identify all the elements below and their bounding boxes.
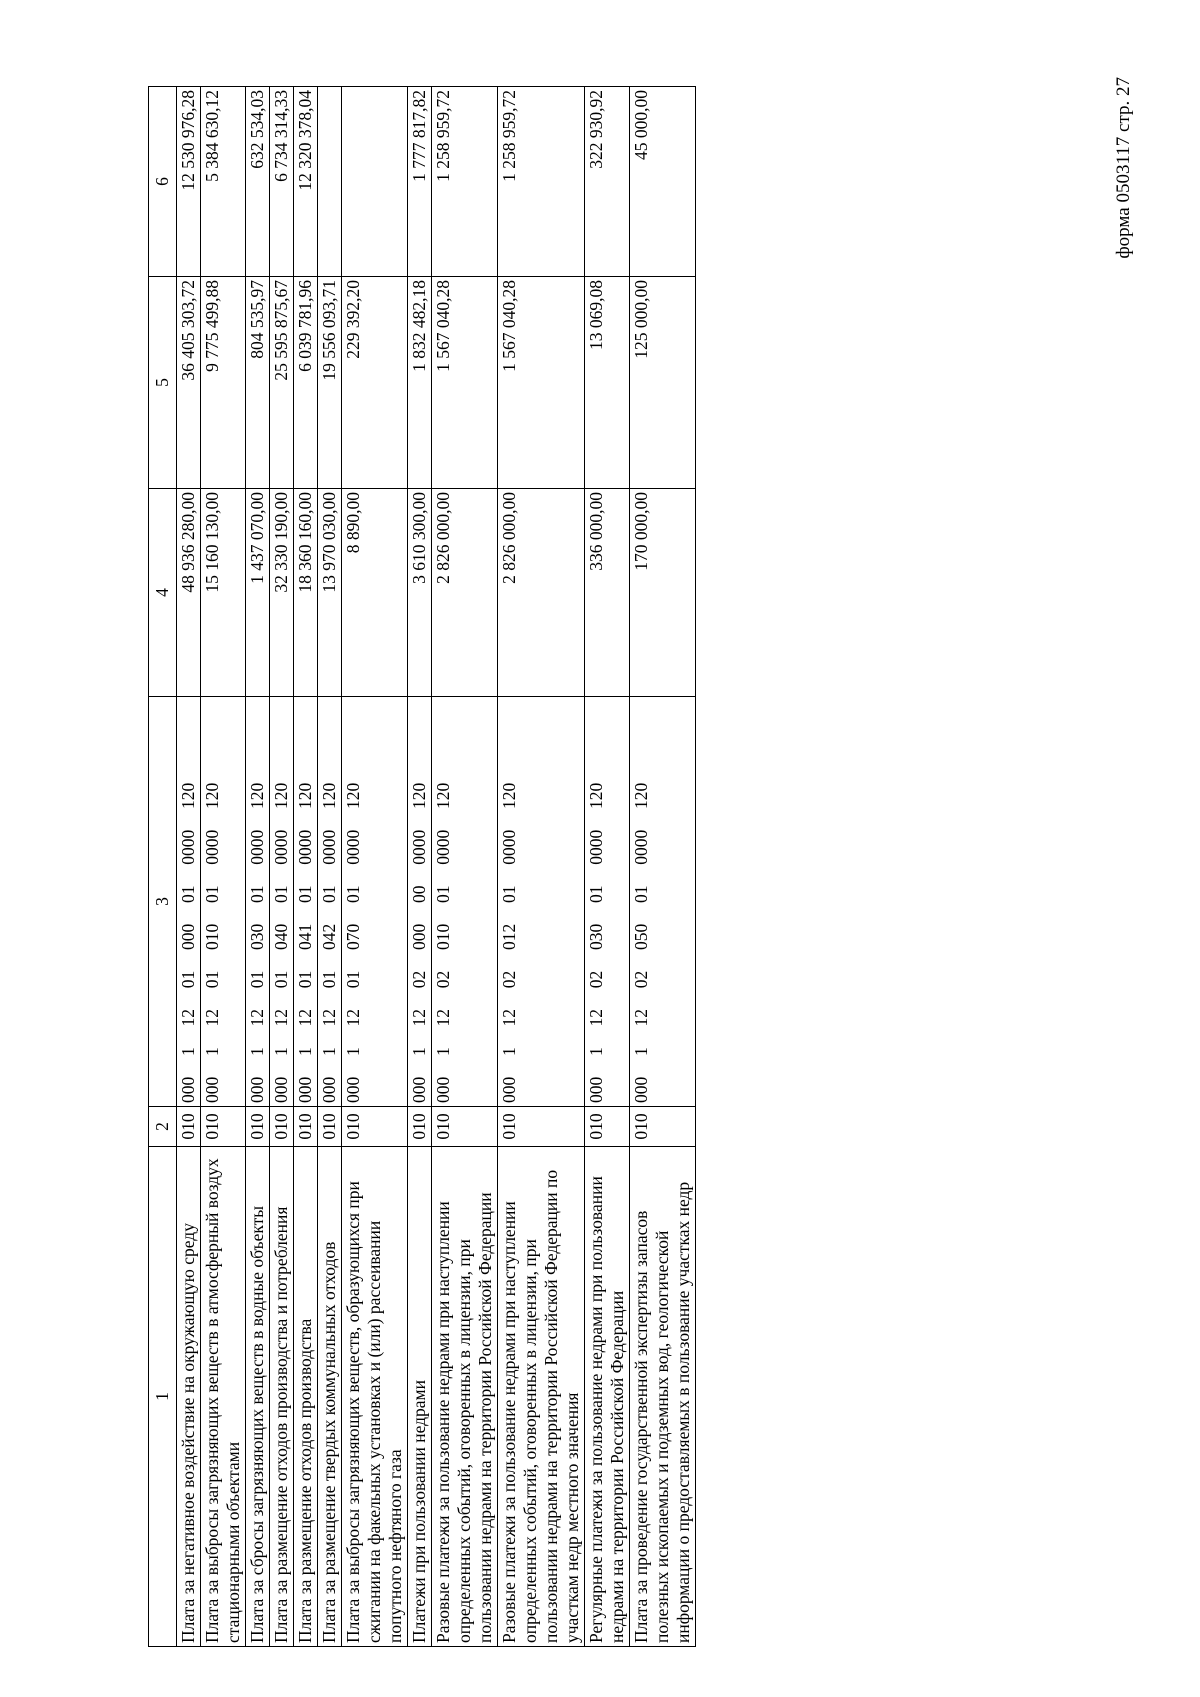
classification-code-cell: 000 1 12 01 042 01 0000 120 bbox=[318, 697, 342, 1107]
classification-code-cell: 000 1 12 01 000 01 0000 120 bbox=[177, 697, 201, 1107]
unexecuted-amount-cell bbox=[318, 87, 342, 277]
unexecuted-amount-cell: 12 320 378,04 bbox=[294, 87, 318, 277]
unexecuted-amount-cell: 1 258 959,72 bbox=[432, 87, 498, 277]
column-header: 2 bbox=[149, 1107, 177, 1147]
income-name-cell: Плата за негативное воздействие на окружающую среду bbox=[177, 1147, 201, 1647]
executed-amount-cell: 125 000,00 bbox=[630, 277, 696, 489]
approved-amount-cell: 8 890,00 bbox=[342, 489, 408, 697]
unexecuted-amount-cell: 45 000,00 bbox=[630, 87, 696, 277]
executed-amount-cell: 1 567 040,28 bbox=[498, 277, 585, 489]
executed-amount-cell: 13 069,08 bbox=[585, 277, 630, 489]
classification-code-cell: 000 1 12 01 030 01 0000 120 bbox=[246, 697, 270, 1107]
table-row bbox=[585, 87, 630, 1647]
classification-code-cell: 000 1 12 01 010 01 0000 120 bbox=[201, 697, 246, 1107]
unexecuted-amount-cell: 632 534,03 bbox=[246, 87, 270, 277]
table-row bbox=[408, 87, 432, 1647]
table-row bbox=[177, 87, 201, 1647]
classification-code-cell: 000 1 12 02 000 00 0000 120 bbox=[408, 697, 432, 1107]
income-name-cell: Плата за размещение отходов производства bbox=[294, 1147, 318, 1647]
approved-amount-cell: 170 000,00 bbox=[630, 489, 696, 697]
table-row bbox=[201, 87, 246, 1647]
unexecuted-amount-cell: 12 530 976,28 bbox=[177, 87, 201, 277]
revenue-table bbox=[148, 86, 696, 1647]
classification-code-cell: 000 1 12 02 012 01 0000 120 bbox=[498, 697, 585, 1107]
approved-amount-cell: 2 826 000,00 bbox=[498, 489, 585, 697]
approved-amount-cell: 3 610 300,00 bbox=[408, 489, 432, 697]
table-row bbox=[246, 87, 270, 1647]
income-name-cell: Платежи при пользовании недрами bbox=[408, 1147, 432, 1647]
approved-amount-cell: 48 936 280,00 bbox=[177, 489, 201, 697]
table-row bbox=[294, 87, 318, 1647]
line-code-cell: 010 bbox=[318, 1107, 342, 1147]
classification-code-cell: 000 1 12 01 040 01 0000 120 bbox=[270, 697, 294, 1107]
classification-code-cell: 000 1 12 01 041 01 0000 120 bbox=[294, 697, 318, 1107]
income-name-cell: Регулярные платежи за пользование недрами при пользовании недрами на территории Российской Федерации bbox=[585, 1147, 630, 1647]
approved-amount-cell: 1 437 070,00 bbox=[246, 489, 270, 697]
income-name-cell: Плата за размещение отходов производства и потребления bbox=[270, 1147, 294, 1647]
executed-amount-cell: 9 775 499,88 bbox=[201, 277, 246, 489]
income-name-cell: Плата за сбросы загрязняющих веществ в водные объекты bbox=[246, 1147, 270, 1647]
form-number-label: форма 0503117 стр. 27 bbox=[1113, 77, 1134, 259]
line-code-cell: 010 bbox=[270, 1107, 294, 1147]
table-row bbox=[630, 87, 696, 1647]
column-header: 5 bbox=[149, 277, 177, 489]
classification-code-cell: 000 1 12 01 070 01 0000 120 bbox=[342, 697, 408, 1107]
column-header: 1 bbox=[149, 1147, 177, 1647]
column-header: 3 bbox=[149, 697, 177, 1107]
income-name-cell: Разовые платежи за пользование недрами при наступлении определенных событий, оговоренных в лицензии, при пользовании недрами на территории Российской Федерации bbox=[432, 1147, 498, 1647]
classification-code-cell: 000 1 12 02 010 01 0000 120 bbox=[432, 697, 498, 1107]
approved-amount-cell: 336 000,00 bbox=[585, 489, 630, 697]
approved-amount-cell: 32 330 190,00 bbox=[270, 489, 294, 697]
line-code-cell: 010 bbox=[498, 1107, 585, 1147]
income-name-cell: Плата за выбросы загрязняющих веществ, образующихся при сжигании на факельных установках и (или) рассеивании попутного нефтяного газа bbox=[342, 1147, 408, 1647]
table-row bbox=[432, 87, 498, 1647]
income-name-cell: Плата за выбросы загрязняющих веществ в атмосферный воздух стационарными объектами bbox=[201, 1147, 246, 1647]
executed-amount-cell: 1 832 482,18 bbox=[408, 277, 432, 489]
table-row bbox=[318, 87, 342, 1647]
line-code-cell: 010 bbox=[432, 1107, 498, 1147]
line-code-cell: 010 bbox=[246, 1107, 270, 1147]
approved-amount-cell: 2 826 000,00 bbox=[432, 489, 498, 697]
line-code-cell: 010 bbox=[177, 1107, 201, 1147]
executed-amount-cell: 25 595 875,67 bbox=[270, 277, 294, 489]
line-code-cell: 010 bbox=[342, 1107, 408, 1147]
approved-amount-cell: 18 360 160,00 bbox=[294, 489, 318, 697]
income-name-cell: Плата за размещение твердых коммунальных отходов bbox=[318, 1147, 342, 1647]
income-name-cell: Плата за проведение государственной экспертизы запасов полезных ископаемых и подземных вод, геологической информации о предоставляемых в пользование участках недр bbox=[630, 1147, 696, 1647]
unexecuted-amount-cell: 1 258 959,72 bbox=[498, 87, 585, 277]
executed-amount-cell: 229 392,20 bbox=[342, 277, 408, 489]
table-row bbox=[498, 87, 585, 1647]
table-header-row bbox=[149, 87, 177, 1647]
income-name-cell: Разовые платежи за пользование недрами при наступлении определенных событий, оговоренных в лицензии, при пользовании недрами на территории Российской Федерации по участкам недр местного значения bbox=[498, 1147, 585, 1647]
approved-amount-cell: 15 160 130,00 bbox=[201, 489, 246, 697]
classification-code-cell: 000 1 12 02 030 01 0000 120 bbox=[585, 697, 630, 1107]
unexecuted-amount-cell: 6 734 314,33 bbox=[270, 87, 294, 277]
table-row bbox=[342, 87, 408, 1647]
unexecuted-amount-cell: 5 384 630,12 bbox=[201, 87, 246, 277]
executed-amount-cell: 36 405 303,72 bbox=[177, 277, 201, 489]
column-header: 6 bbox=[149, 87, 177, 277]
approved-amount-cell: 13 970 030,00 bbox=[318, 489, 342, 697]
executed-amount-cell: 6 039 781,96 bbox=[294, 277, 318, 489]
executed-amount-cell: 19 556 093,71 bbox=[318, 277, 342, 489]
classification-code-cell: 000 1 12 02 050 01 0000 120 bbox=[630, 697, 696, 1107]
line-code-cell: 010 bbox=[294, 1107, 318, 1147]
line-code-cell: 010 bbox=[630, 1107, 696, 1147]
line-code-cell: 010 bbox=[408, 1107, 432, 1147]
unexecuted-amount-cell: 1 777 817,82 bbox=[408, 87, 432, 277]
table-row bbox=[270, 87, 294, 1647]
unexecuted-amount-cell bbox=[342, 87, 408, 277]
column-header: 4 bbox=[149, 489, 177, 697]
executed-amount-cell: 1 567 040,28 bbox=[432, 277, 498, 489]
line-code-cell: 010 bbox=[585, 1107, 630, 1147]
line-code-cell: 010 bbox=[201, 1107, 246, 1147]
unexecuted-amount-cell: 322 930,92 bbox=[585, 87, 630, 277]
executed-amount-cell: 804 535,97 bbox=[246, 277, 270, 489]
